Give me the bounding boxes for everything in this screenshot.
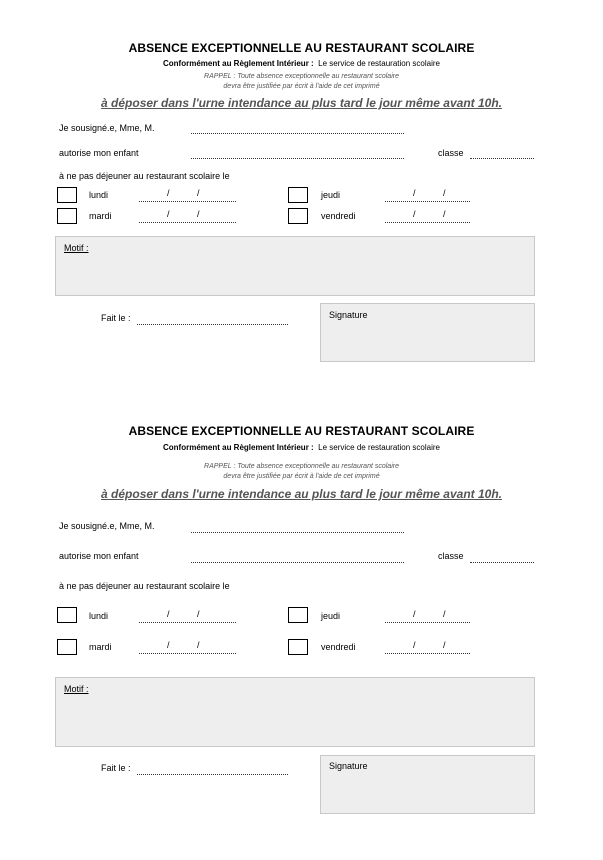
child-name-field[interactable] <box>191 562 404 563</box>
rappel-note <box>0 462 603 482</box>
form-subtitle <box>0 443 603 452</box>
lundi-date-field[interactable]: / / <box>139 190 236 202</box>
jeudi-checkbox[interactable] <box>288 607 308 623</box>
motif-label: Motif : <box>64 243 89 253</box>
jeudi-label: jeudi <box>321 190 341 200</box>
vendredi-label: vendredi <box>321 211 356 221</box>
vendredi-date-field[interactable]: / / <box>385 642 470 654</box>
subtitle-bold: Conformément au Règlement Intérieur : <box>163 59 314 68</box>
mardi-date-field[interactable]: / / <box>139 211 236 223</box>
soussigne-label: Je sousigné.e, Mme, M. <box>59 521 155 531</box>
fait-le-label: Fait le : <box>101 313 131 323</box>
jeudi-date-field[interactable]: / / <box>385 190 470 202</box>
jeudi-date-field[interactable]: / / <box>385 611 470 623</box>
fait-le-field[interactable] <box>137 774 288 775</box>
ne-pas-label: à ne pas déjeuner au restaurant scolaire le <box>59 171 230 181</box>
signature-label: Signature <box>329 761 368 771</box>
lundi-date-field[interactable]: / / <box>139 611 236 623</box>
soussigne-field[interactable] <box>191 532 404 533</box>
mardi-checkbox[interactable] <box>57 639 77 655</box>
ne-pas-label: à ne pas déjeuner au restaurant scolaire le <box>59 581 230 591</box>
rappel-line-1: RAPPEL : Toute absence exceptionnelle au restaurant scolaire <box>204 463 399 470</box>
subtitle-bold: Conformément au Règlement Intérieur : <box>163 443 314 452</box>
deposit-instruction: à déposer dans l'urne intendance au plus tard le jour même avant 10h. <box>101 487 502 501</box>
soussigne-label: Je sousigné.e, Mme, M. <box>59 123 155 133</box>
signature-label: Signature <box>329 310 368 320</box>
deposit-instruction: à déposer dans l'urne intendance au plus tard le jour même avant 10h. <box>101 96 502 110</box>
lundi-label: lundi <box>89 611 109 621</box>
mardi-date-field[interactable]: / / <box>139 642 236 654</box>
autorise-label: autorise mon enfant <box>59 148 139 158</box>
motif-label: Motif : <box>64 684 89 694</box>
signature-box[interactable] <box>320 755 535 814</box>
subtitle-rest: Le service de restauration scolaire <box>318 443 440 452</box>
mardi-label: mardi <box>89 642 112 652</box>
vendredi-date-field[interactable]: / / <box>385 211 470 223</box>
fait-le-label: Fait le : <box>101 763 131 773</box>
form-title: ABSENCE EXCEPTIONNELLE AU RESTAURANT SCOLAIRE <box>128 424 475 438</box>
lundi-label: lundi <box>89 190 109 200</box>
mardi-label: mardi <box>89 211 112 221</box>
lundi-checkbox[interactable] <box>57 607 77 623</box>
vendredi-checkbox[interactable] <box>288 639 308 655</box>
subtitle-rest: Le service de restauration scolaire <box>318 59 440 68</box>
classe-label: classe <box>438 148 464 158</box>
autorise-label: autorise mon enfant <box>59 551 139 561</box>
form-title: ABSENCE EXCEPTIONNELLE AU RESTAURANT SCOLAIRE <box>128 41 475 55</box>
rappel-line-2: devra être justifiée par écrit à l'aide de cet imprimé <box>223 473 380 480</box>
classe-label: classe <box>438 551 464 561</box>
vendredi-label: vendredi <box>321 642 356 652</box>
jeudi-label: jeudi <box>321 611 341 621</box>
classe-field[interactable] <box>470 562 534 563</box>
rappel-line-2: devra être justifiée par écrit à l'aide de cet imprimé <box>223 83 380 90</box>
motif-box[interactable] <box>55 677 535 747</box>
rappel-line-1: RAPPEL : Toute absence exceptionnelle au restaurant scolaire <box>204 73 399 80</box>
